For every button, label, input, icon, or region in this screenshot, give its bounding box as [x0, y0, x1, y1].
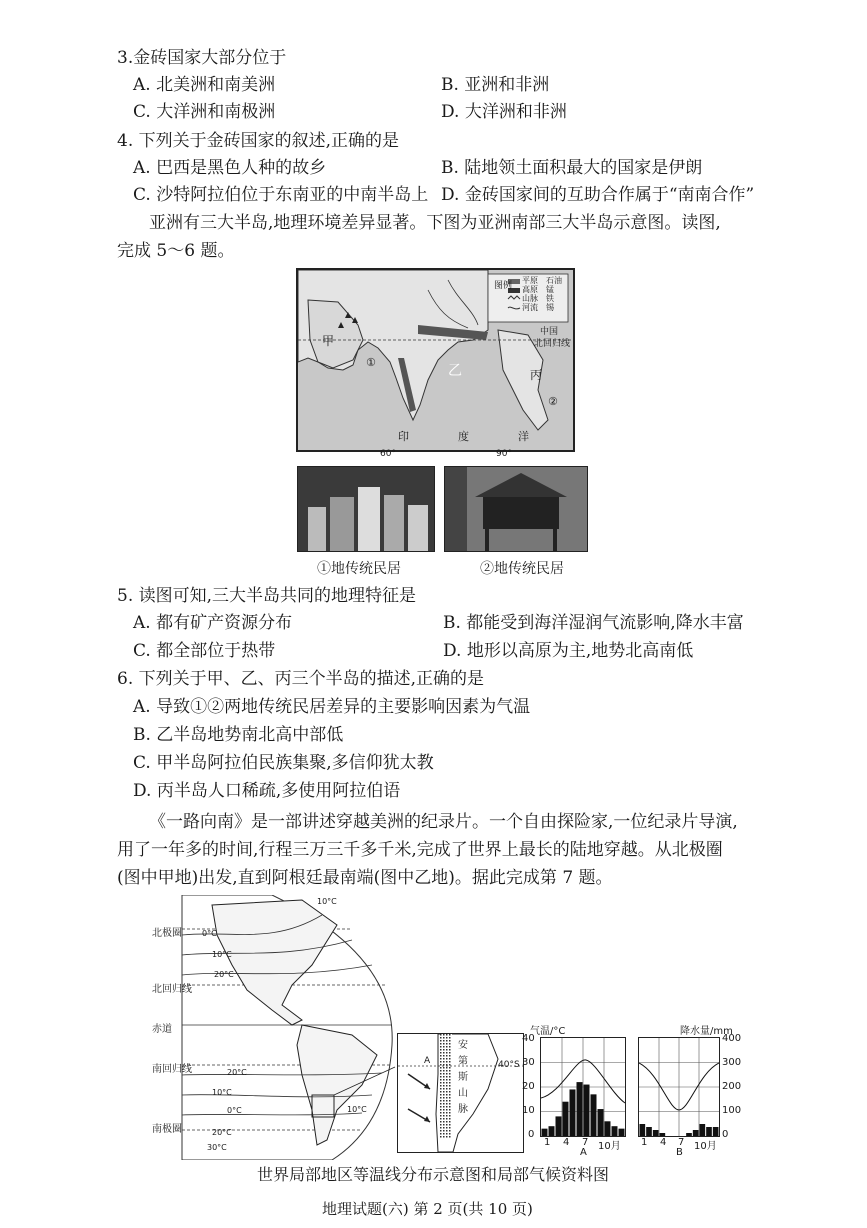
lon-60: 60° [380, 449, 396, 459]
isotherm-label-6: 10°C [212, 1088, 232, 1097]
q4-option-a: A. 巴西是黑色人种的故乡 [133, 158, 327, 178]
photo-dwelling-1-graphic [298, 467, 434, 551]
climate-a-name: A [580, 1147, 587, 1158]
inset-label-mai: 脉 [458, 1104, 468, 1115]
inset-label-an: 安 [458, 1040, 468, 1051]
label-site-1: ① [366, 356, 376, 369]
climate-a-xtick-7: 7 [582, 1137, 589, 1148]
lat-arctic-circle: 北极圈 [152, 928, 182, 939]
climate-a-xtick-1: 1 [544, 1137, 551, 1148]
isotherm-label-8: 10°C [347, 1105, 367, 1114]
climate-b-bar [646, 1127, 652, 1136]
climate-b-bar [640, 1124, 646, 1136]
climate-a-bar [591, 1094, 597, 1136]
climate-a-ylabel: 气温/°C [530, 1026, 566, 1037]
climate-b-ytick-100: 100 [722, 1105, 742, 1116]
climate-a-bar [563, 1102, 569, 1136]
photo-dwelling-2-graphic [445, 467, 587, 551]
label-ocean-yang: 洋 [518, 430, 529, 443]
legend-plain: 平原 [522, 276, 538, 285]
climate-a-bar [605, 1121, 611, 1136]
inset-label-si: 斯 [458, 1072, 468, 1083]
page-footer: 地理试题(六) 第 2 页(共 10 页) [322, 1200, 533, 1218]
climate-chart-b [638, 1037, 720, 1137]
americas-isotherm-map-graphic [152, 895, 402, 1160]
legend-plateau: 高原 [522, 285, 538, 294]
isotherm-label-9: 20°C [212, 1128, 232, 1137]
label-china: 中国 [540, 327, 559, 337]
andes-inset-map [397, 1033, 524, 1153]
q4-option-d: D. 金砖国家间的互助合作属于“南南合作” [441, 185, 755, 205]
photo-dwelling-1 [297, 466, 435, 552]
q4-stem: 4. 下列关于金砖国家的叙述,正确的是 [117, 131, 400, 151]
climate-b-bar [700, 1124, 706, 1136]
climate-a-xtick-10: 10月 [598, 1141, 621, 1152]
climate-chart-b-graphic [639, 1038, 719, 1136]
climate-a-bar [598, 1109, 604, 1136]
label-tropic: 北回归线 [534, 339, 571, 349]
climate-a-bar [619, 1129, 625, 1136]
climate-a-ytick-0: 0 [528, 1129, 535, 1140]
q5-option-a: A. 都有矿产资源分布 [133, 613, 293, 633]
isotherm-label-2: 0°C [202, 929, 217, 938]
legend-tin: 锡 [546, 303, 554, 312]
figure-title: 世界局部地区等温线分布示意图和局部气候资料图 [257, 1165, 610, 1184]
climate-b-ytick-400: 400 [722, 1033, 742, 1044]
legend-iron: 铁 [546, 294, 554, 303]
q5-stem: 5. 读图可知,三大半岛共同的地理特征是 [117, 586, 417, 606]
lat-tropic-cancer: 北回归线 [152, 984, 192, 995]
climate-b-bar [653, 1130, 659, 1136]
lon-90: 90° [496, 449, 512, 459]
asia-peninsula-map [296, 268, 575, 452]
label-yi: 乙 [448, 363, 462, 379]
climate-b-bar [706, 1127, 712, 1136]
isotherm-label-10: 30°C [207, 1143, 227, 1152]
q4-option-c: C. 沙特阿拉伯位于东南亚的中南半岛上 [133, 185, 429, 205]
legend-mountain: 山脉 [522, 294, 538, 303]
q4-option-b: B. 陆地领土面积最大的国家是伊朗 [441, 158, 703, 178]
label-ocean-du: 度 [458, 430, 469, 443]
legend-oil: 石油 [546, 276, 562, 285]
q3-option-c: C. 大洋洲和南极洲 [133, 102, 276, 122]
label-ocean-yin: 印 [398, 430, 409, 443]
q3-stem: 3.金砖国家大部分位于 [117, 48, 287, 68]
climate-a-bar [542, 1129, 548, 1136]
lat-equator: 赤道 [152, 1024, 172, 1035]
intro56-line2: 完成 5～6 题。 [117, 241, 235, 261]
climate-chart-a [540, 1037, 626, 1137]
q6-option-b: B. 乙半岛地势南北高中部低 [133, 725, 344, 745]
americas-isotherm-map [152, 895, 402, 1160]
label-jia: 甲 [322, 334, 335, 348]
climate-chart-a-graphic [541, 1038, 625, 1136]
q6-option-c: C. 甲半岛阿拉伯民族集聚,多信仰犹太教 [133, 753, 434, 773]
climate-b-ytick-200: 200 [722, 1081, 742, 1092]
label-bing: 丙 [530, 368, 543, 382]
intro56-line1: 亚洲有三大半岛,地理环境差异显著。下图为亚洲南部三大半岛示意图。读图, [149, 213, 721, 233]
inset-label-40s: 40°S [498, 1060, 520, 1070]
q6-stem: 6. 下列关于甲、乙、丙三个半岛的描述,正确的是 [117, 669, 485, 689]
climate-a-ytick-30: 30 [522, 1057, 535, 1068]
climate-b-xtick-7: 7 [678, 1137, 685, 1148]
climate-b-ylabel: 降水量/mm [680, 1026, 733, 1037]
climate-b-bar [693, 1130, 699, 1136]
isotherm-label-7: 0°C [227, 1106, 242, 1115]
photo-caption-1: ①地传统民居 [317, 561, 401, 577]
legend-river: 河流 [522, 303, 538, 312]
climate-a-xtick-4: 4 [563, 1137, 570, 1148]
climate-b-bar [660, 1133, 666, 1136]
climate-b-xtick-10: 10月 [694, 1141, 717, 1152]
q3-option-d: D. 大洋洲和非洲 [441, 102, 567, 122]
climate-b-xtick-1: 1 [641, 1137, 648, 1148]
intro7-line1: 《一路向南》是一部讲述穿越美洲的纪录片。一个自由探险家,一位纪录片导演, [149, 812, 738, 832]
q3-option-a: A. 北美洲和南美洲 [133, 75, 276, 95]
q6-option-a: A. 导致①②两地传统民居差异的主要影响因素为气温 [133, 697, 531, 717]
photo-caption-2: ②地传统民居 [480, 561, 564, 577]
climate-a-bar [577, 1082, 583, 1136]
isotherm-label-1: 10°C [317, 897, 337, 906]
climate-b-bar [713, 1127, 719, 1136]
climate-b-xtick-4: 4 [660, 1137, 667, 1148]
climate-b-ytick-0: 0 [722, 1129, 729, 1140]
climate-a-bar [584, 1085, 590, 1136]
q5-option-d: D. 地形以高原为主,地势北高南低 [443, 641, 694, 661]
climate-a-bar [612, 1126, 618, 1136]
inset-label-shan: 山 [458, 1088, 468, 1099]
climate-a-bar [556, 1116, 562, 1136]
climate-a-bar [549, 1126, 555, 1136]
q5-option-c: C. 都全部位于热带 [133, 641, 276, 661]
climate-b-ytick-300: 300 [722, 1057, 742, 1068]
photo-dwelling-2 [444, 466, 588, 552]
isotherm-label-3: 10°C [212, 950, 232, 959]
climate-a-bar [570, 1089, 576, 1136]
isotherm-label-4: 20°C [214, 970, 234, 979]
climate-a-ytick-10: 10 [522, 1105, 535, 1116]
climate-a-ytick-20: 20 [522, 1081, 535, 1092]
climate-b-name: B [676, 1147, 683, 1158]
q3-option-b: B. 亚洲和非洲 [441, 75, 550, 95]
climate-b-bar [686, 1133, 692, 1136]
lat-tropic-capricorn: 南回归线 [152, 1064, 192, 1075]
q5-option-b: B. 都能受到海洋湿润气流影响,降水丰富 [443, 613, 744, 633]
isotherm-label-5: 20°C [227, 1068, 247, 1077]
lat-antarctic-circle: 南极圈 [152, 1124, 182, 1135]
intro7-line3: (图中甲地)出发,直到阿根廷最南端(图中乙地)。据此完成第 7 题。 [117, 868, 613, 888]
label-site-2: ② [548, 395, 558, 408]
inset-label-a: A [424, 1056, 431, 1066]
legend-title: 图例 [494, 281, 513, 291]
intro7-line2: 用了一年多的时间,行程三万三千多千米,完成了世界上最长的陆地穿越。从北极圈 [117, 840, 723, 860]
legend-manganese: 锰 [546, 285, 554, 294]
inset-label-di: 第 [458, 1056, 468, 1067]
q6-option-d: D. 丙半岛人口稀疏,多使用阿拉伯语 [133, 781, 401, 801]
climate-a-ytick-40: 40 [522, 1033, 535, 1044]
